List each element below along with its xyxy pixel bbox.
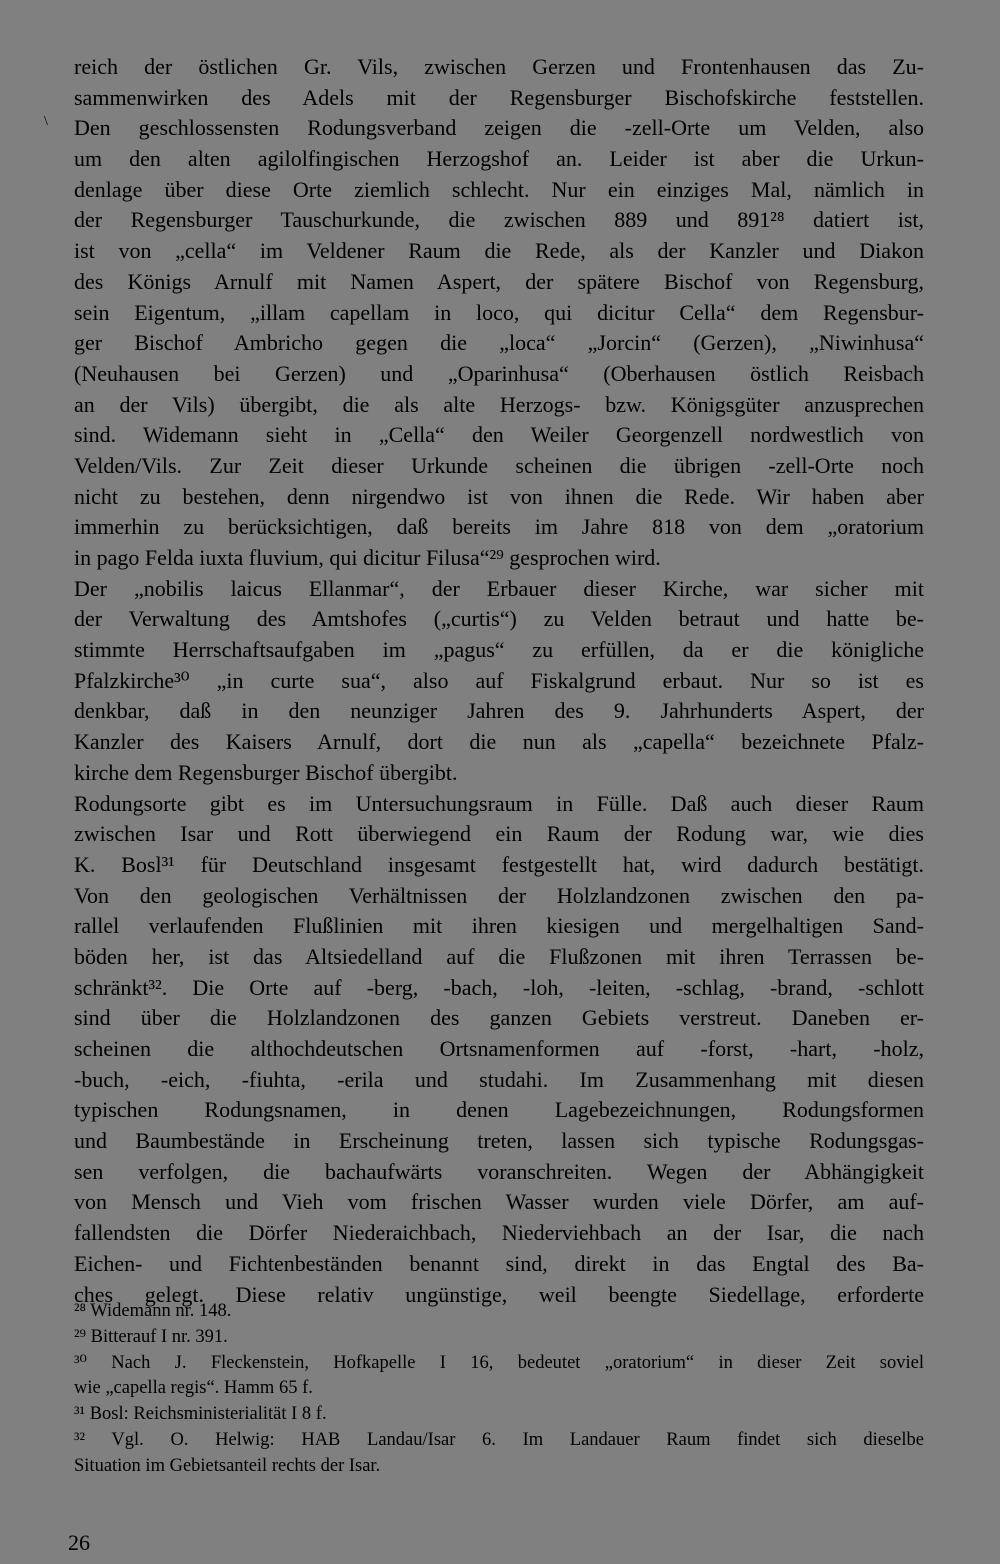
- body-line: böden her, ist das Altsiedelland auf die Flußzonen mit ihren Terrassen be-: [74, 943, 924, 969]
- body-line: Den geschlossensten Rodungsverband zeigen die -zell-Orte um Velden, also: [74, 115, 924, 141]
- body-line: denlage über diese Orte ziemlich schlecht. Nur ein einziges Mal, nämlich in: [74, 176, 924, 202]
- footnotes: [74, 1299, 924, 1480]
- body-line: Velden/Vils. Zur Zeit dieser Urkunde scheinen die übrigen -zell-Orte noch: [74, 452, 924, 478]
- body-line: Rodungsorte gibt es im Untersuchungsraum in Fülle. Daß auch dieser Raum: [74, 790, 924, 816]
- body-text: [74, 52, 924, 1310]
- body-line: Von den geologischen Verhältnissen der Holzlandzonen zwischen den pa-: [74, 882, 924, 908]
- body-line: zwischen Isar und Rott überwiegend ein Raum der Rodung war, wie dies: [74, 821, 924, 847]
- body-line: stimmte Herrschaftsaufgaben im „pagus“ zu erfüllen, da er die königliche: [74, 637, 924, 663]
- body-line: der Regensburger Tauschurkunde, die zwischen 889 und 891²⁸ datiert ist,: [74, 207, 924, 233]
- footnote-line: ³¹ Bosl: Reichsministerialität I 8 f.: [74, 1404, 327, 1425]
- body-line: immerhin zu berücksichtigen, daß bereits im Jahre 818 von dem „oratorium: [74, 514, 924, 540]
- body-line: in pago Felda iuxta fluvium, qui dicitur Filusa“²⁹ gesprochen wird.: [74, 545, 661, 570]
- body-line: scheinen die althochdeutschen Ortsnamenformen auf -forst, -hart, -holz,: [74, 1036, 924, 1061]
- body-line: rallel verlaufenden Flußlinien mit ihren kiesigen und mergelhaltigen Sand-: [74, 913, 924, 939]
- body-line: Pfalzkirche³⁰ „in curte sua“, also auf Fiskalgrund erbaut. Nur so ist es: [74, 667, 924, 693]
- body-line: von Mensch und Vieh vom frischen Wasser wurden viele Dörfer, am auf-: [74, 1189, 924, 1215]
- body-line: und Baumbestände in Erscheinung treten, lassen sich typische Rodungsgas-: [74, 1128, 924, 1154]
- body-line: Der „nobilis laicus Ellanmar“, der Erbauer dieser Kirche, war sicher mit: [74, 575, 924, 601]
- body-line: der Verwaltung des Amtshofes („curtis“) zu Velden betraut und hatte be-: [74, 606, 924, 632]
- body-line: sammenwirken des Adels mit der Regensburger Bischofskirche feststellen.: [74, 84, 924, 110]
- margin-mark: \: [44, 114, 48, 129]
- body-line: typischen Rodungsnamen, in denen Lagebezeichnungen, Rodungsformen: [74, 1097, 924, 1123]
- body-line: sein Eigentum, „illam capellam in loco, qui dicitur Cella“ dem Regensbur-: [74, 299, 924, 325]
- body-line: ches gelegt. Diese relativ ungünstige, weil beengte Siedellage, erforderte: [74, 1281, 924, 1307]
- body-line: K. Bosl³¹ für Deutschland insgesamt festgestellt hat, wird dadurch bestätigt.: [74, 851, 924, 877]
- page-number: 26: [68, 1530, 90, 1555]
- body-line: schränkt³². Die Orte auf -berg, -bach, -loh, -leiten, -schlag, -brand, -schlott: [74, 974, 924, 1000]
- body-line: an der Vils) übergibt, die als alte Herzogs- bzw. Königsgüter anzusprechen: [74, 391, 924, 417]
- body-line: (Neuhausen bei Gerzen) und „Oparinhusa“ (Oberhausen östlich Reisbach: [74, 360, 924, 386]
- body-line: nicht zu bestehen, denn nirgendwo ist von ihnen die Rede. Wir haben aber: [74, 483, 924, 509]
- footnote-line: wie „capella regis“. Hamm 65 f.: [74, 1378, 313, 1399]
- body-line: ger Bischof Ambricho gegen die „loca“ „Jorcin“ (Gerzen), „Niwinhusa“: [74, 330, 924, 356]
- body-line: reich der östlichen Gr. Vils, zwischen Gerzen und Frontenhausen das Zu-: [74, 54, 924, 79]
- body-line: sen verfolgen, die bachaufwärts voranschreiten. Wegen der Abhängigkeit: [74, 1158, 924, 1184]
- footnote-line: Situation im Gebietsanteil rechts der Isar.: [74, 1455, 381, 1476]
- footnote-line: ²⁹ Bitterauf I nr. 391.: [74, 1326, 228, 1347]
- body-line: sind über die Holzlandzonen des ganzen Gebiets verstreut. Daneben er-: [74, 1005, 924, 1031]
- body-line: fallendsten die Dörfer Niederaichbach, Niederviehbach an der Isar, die nach: [74, 1220, 924, 1246]
- footnote-line: ³⁰ Nach J. Fleckenstein, Hofkapelle I 16, bedeutet „oratorium“ in dieser Zeit soviel: [74, 1352, 924, 1373]
- body-line: ist von „cella“ im Veldener Raum die Rede, als der Kanzler und Diakon: [74, 238, 924, 264]
- body-line: Eichen- und Fichtenbeständen benannt sind, direkt in das Engtal des Ba-: [74, 1250, 924, 1276]
- footnote-line: ³² Vgl. O. Helwig: HAB Landau/Isar 6. Im Landauer Raum findet sich dieselbe: [74, 1429, 924, 1450]
- body-line: des Königs Arnulf mit Namen Aspert, der spätere Bischof von Regensburg,: [74, 268, 924, 294]
- body-line: denkbar, daß in den neunziger Jahren des 9. Jahrhunderts Aspert, der: [74, 698, 924, 724]
- body-line: -buch, -eich, -fiuhta, -erila und studahi. Im Zusammenhang mit diesen: [74, 1066, 924, 1092]
- body-line: kirche dem Regensburger Bischof übergibt.: [74, 759, 458, 785]
- body-line: um den alten agilolfingischen Herzogshof an. Leider ist aber die Urkun-: [74, 146, 924, 172]
- body-line: sind. Widemann sieht in „Cella“ den Weiler Georgenzell nordwestlich von: [74, 422, 924, 448]
- body-line: Kanzler des Kaisers Arnulf, dort die nun als „capella“ bezeichnete Pfalz-: [74, 729, 924, 755]
- footnote-line: ²⁸ Widemann nr. 148.: [74, 1301, 232, 1321]
